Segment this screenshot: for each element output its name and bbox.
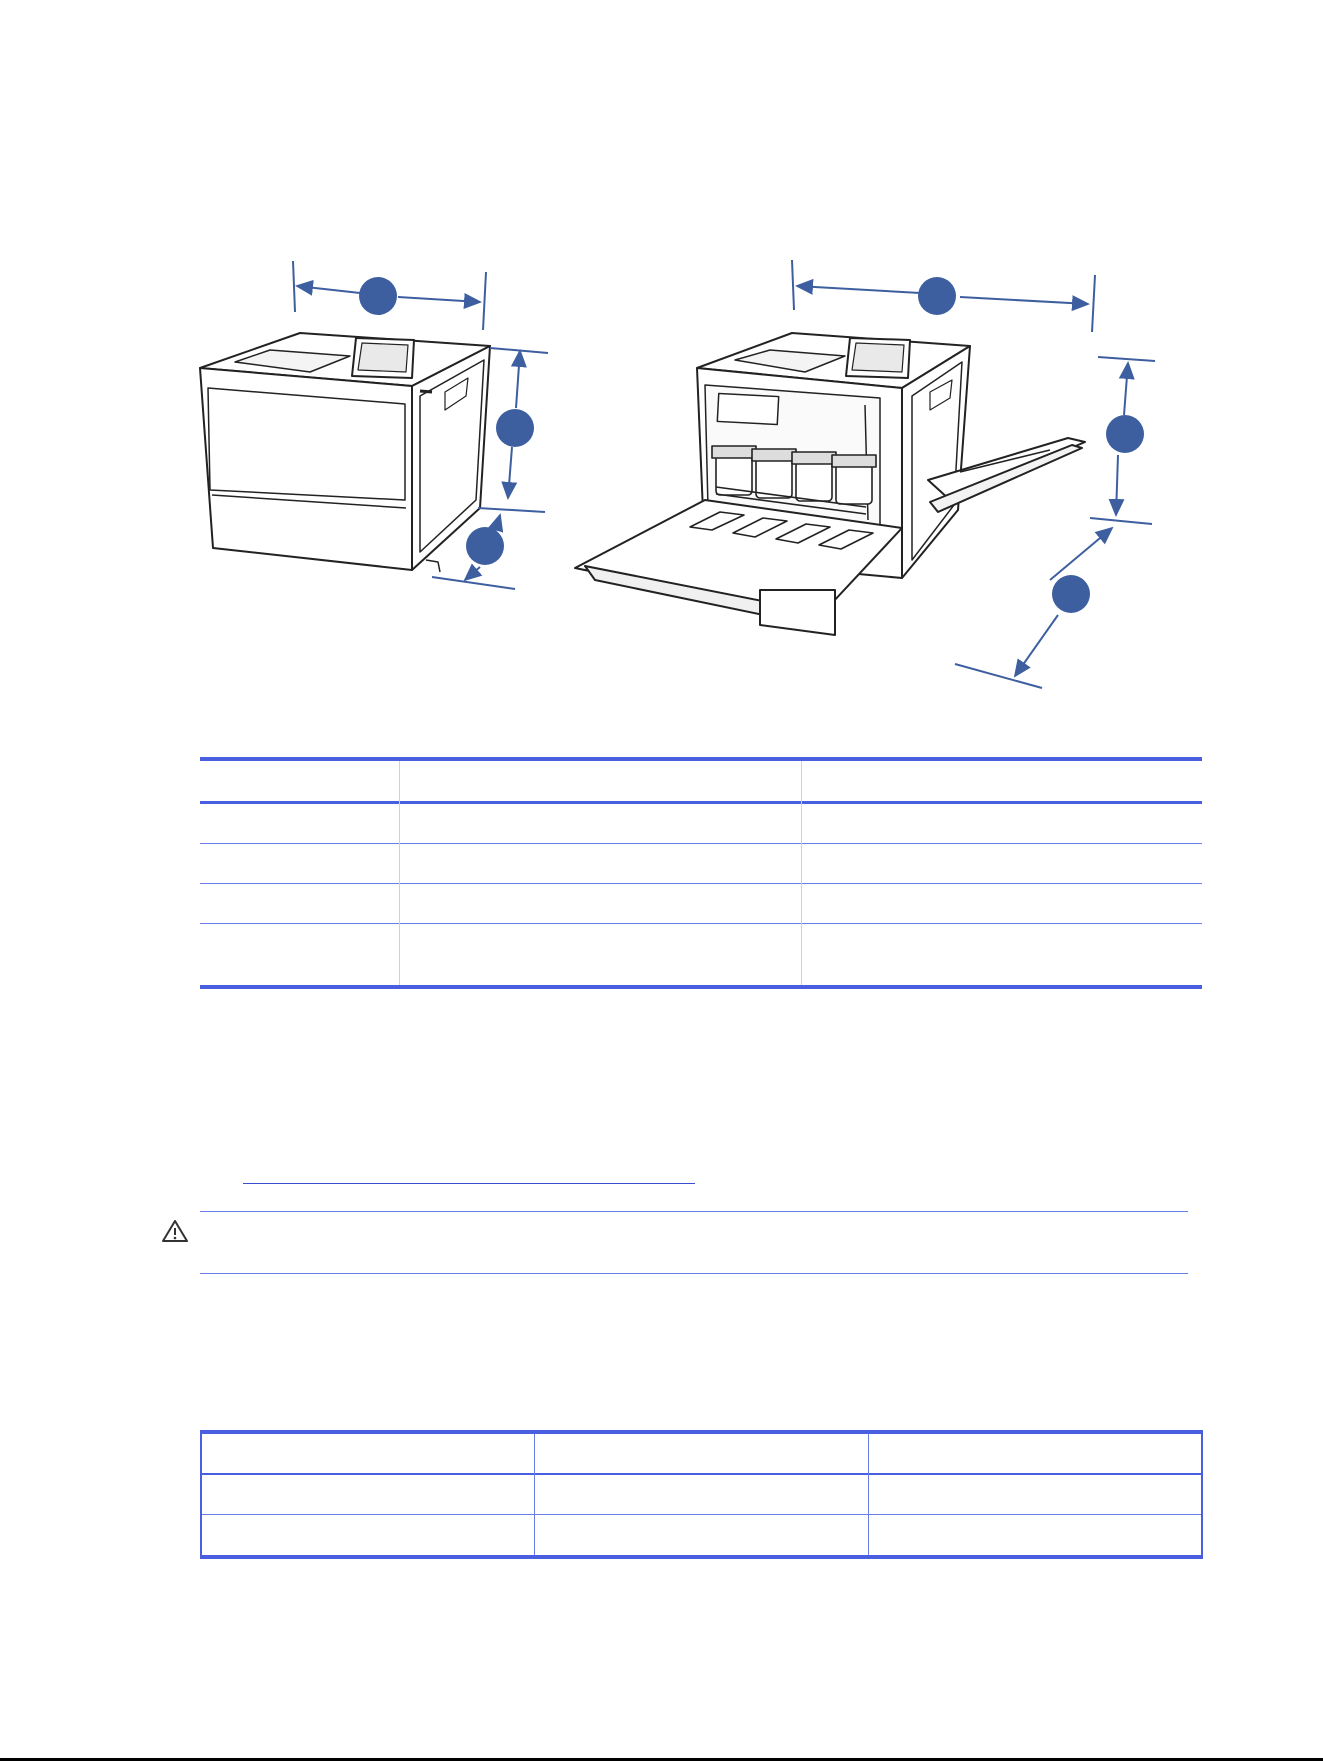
callout-badge: [466, 527, 504, 565]
table-column-divider: [801, 761, 802, 985]
callout-badge: [1052, 575, 1090, 613]
printer-dimensions-figure: [0, 0, 1323, 720]
document-link[interactable]: [243, 1183, 695, 1184]
table-row-rule: [200, 843, 1202, 844]
table-right-border: [1201, 1430, 1203, 1559]
table-header-rule: [200, 1473, 1202, 1475]
warning-triangle-icon: [162, 1219, 188, 1243]
table-top-rule: [200, 1430, 1202, 1434]
table-row-rule: [200, 883, 1202, 884]
callout-badge: [496, 409, 534, 447]
callout-badge: [918, 277, 956, 315]
table-bottom-rule: [200, 1555, 1202, 1559]
table-top-rule: [200, 757, 1202, 761]
table-column-divider: [534, 1434, 535, 1555]
caution-top-rule: [200, 1211, 1188, 1212]
table-column-divider: [399, 761, 400, 985]
printer-open-drawing: [575, 333, 1085, 635]
table-row-rule: [200, 1514, 1202, 1515]
table-column-divider: [868, 1434, 869, 1555]
table-left-border: [200, 1430, 202, 1559]
printer-closed-drawing: [200, 333, 490, 572]
callout-badge: [359, 277, 397, 315]
callout-badge: [1106, 415, 1144, 453]
table-bottom-rule: [200, 985, 1202, 989]
table-header-rule: [200, 801, 1202, 804]
table-row-rule: [200, 923, 1202, 924]
caution-bottom-rule: [200, 1273, 1188, 1274]
